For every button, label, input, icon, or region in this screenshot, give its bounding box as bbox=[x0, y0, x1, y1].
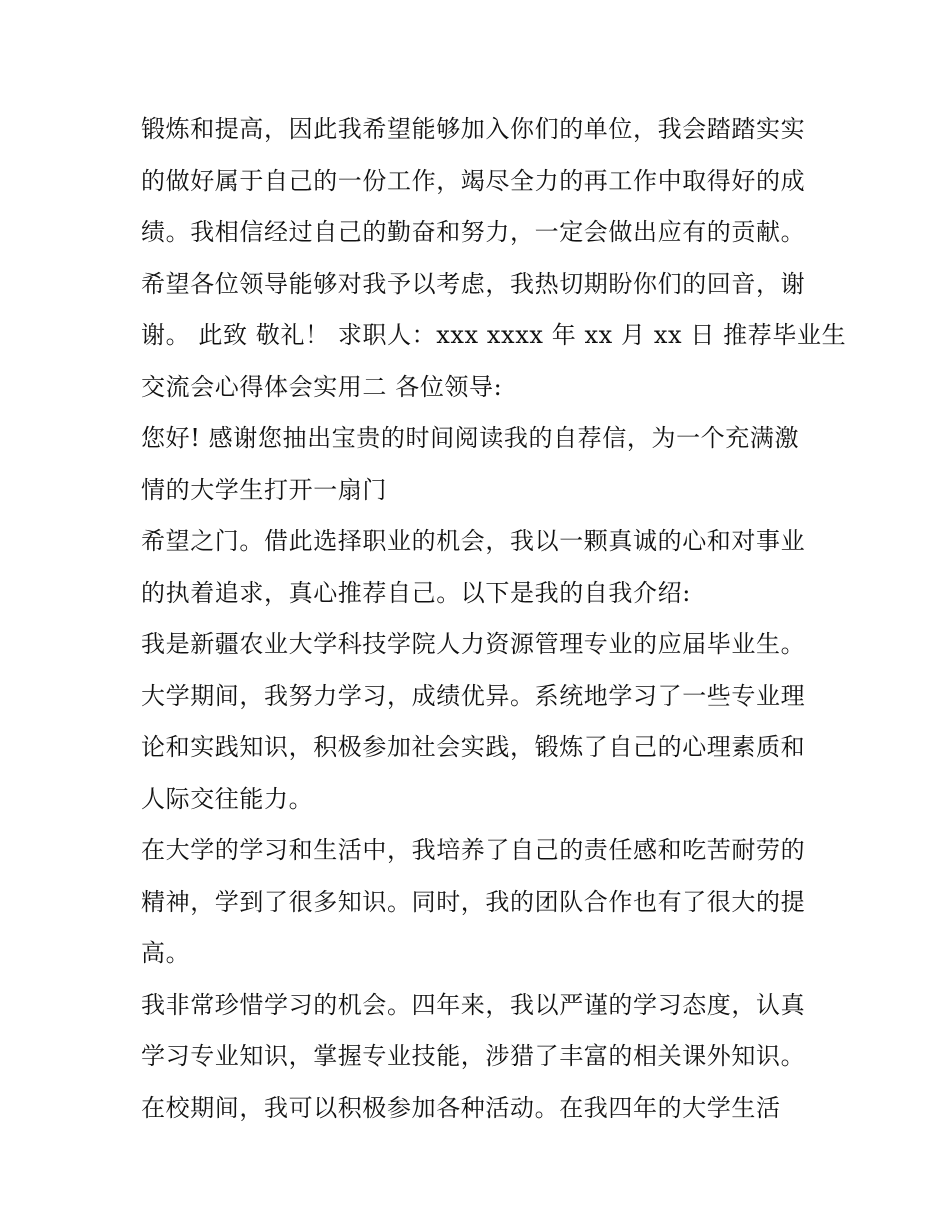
text-line: 绩。我相信经过自己的勤奋和努力，一定会做出应有的贡献。 bbox=[141, 218, 806, 246]
text-line: 高。 bbox=[141, 939, 191, 967]
text-line: 在大学的学习和生活中，我培养了自己的责任感和吃苦耐劳的 bbox=[141, 836, 806, 864]
text-line: 希望之门。借此选择职业的机会，我以一颗真诚的心和对事业 bbox=[141, 527, 806, 555]
text-line: 锻炼和提高，因此我希望能够加入你们的单位，我会踏踏实实 bbox=[141, 115, 806, 143]
text-line: 情的大学生打开一扇门 bbox=[141, 475, 387, 504]
body-text bbox=[141, 104, 847, 1134]
text-line: 学习专业知识，掌握专业技能，涉猎了丰富的相关课外知识。 bbox=[141, 1042, 806, 1070]
text-line: 希望各位领导能够对我予以考虑，我热切期盼你们的回音，谢 bbox=[141, 269, 806, 298]
text-line: 的做好属于自己的一份工作，竭尽全力的再工作中取得好的成 bbox=[141, 166, 806, 195]
text-line: 交流会心得体会实用二 各位领导: bbox=[141, 372, 503, 401]
text-line: 大学期间，我努力学习，成绩优异。系统地学习了一些专业理 bbox=[141, 681, 806, 710]
text-line: 谢。 此致 敬礼！ 求职人：xxx xxxx 年 xx 月 xx 日 推荐毕业生 bbox=[141, 321, 847, 349]
text-line: 人际交往能力。 bbox=[141, 784, 314, 813]
text-line: 在校期间，我可以积极参加各种活动。在我四年的大学生活 bbox=[141, 1093, 781, 1122]
text-line: 我非常珍惜学习的机会。四年来，我以严谨的学习态度，认真 bbox=[141, 990, 806, 1019]
text-line: 精神，学到了很多知识。同时，我的团队合作也有了很大的提 bbox=[141, 887, 806, 916]
text-line: 论和实践知识，积极参加社会实践，锻炼了自己的心理素质和 bbox=[141, 733, 806, 761]
text-line: 的执着追求，真心推荐自己。以下是我的自我介绍: bbox=[141, 578, 691, 607]
text-line: 我是新疆农业大学科技学院人力资源管理专业的应届毕业生。 bbox=[141, 630, 806, 658]
text-line: 您好! 感谢您抽出宝贵的时间阅读我的自荐信，为一个充满激 bbox=[141, 424, 800, 452]
